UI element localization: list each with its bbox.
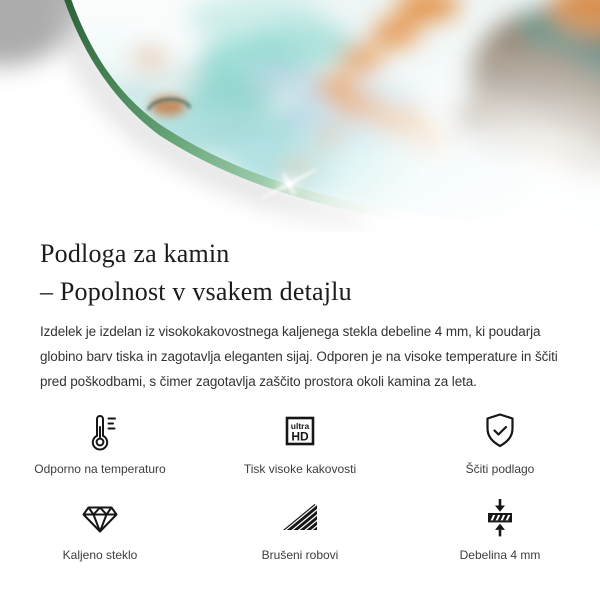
product-description: Izdelek je izdelan iz visokokakovostnega kaljenega stekla debeline 4 mm, ki poudarja globino barv tiska in zagotavlja eleganten sijaj. Odporen je na visoke temperature in ščiti pred poškodbami, s čimer zagotavlja zaščito prostora okoli kamina za leta. xyxy=(40,324,558,389)
feature-item-tempered-glass xyxy=(0,494,200,562)
page-title-line1: Podloga za kamin xyxy=(40,239,230,268)
feature-label: Kaljeno steklo xyxy=(62,548,138,562)
feature-label: Ščiti podlago xyxy=(465,462,535,476)
hero-section xyxy=(0,0,600,232)
feature-label: Odporno na temperaturo xyxy=(34,462,166,476)
feature-item-thickness xyxy=(400,494,600,562)
feature-item-print-quality xyxy=(200,408,400,476)
feature-item-polished-edges xyxy=(200,494,400,562)
feature-label: Tisk visoke kakovosti xyxy=(243,462,357,476)
page-title-line2: – Popolnost v vsakem detajlu xyxy=(40,277,352,306)
page-title xyxy=(40,235,564,311)
feature-label: Brušeni robovi xyxy=(261,548,339,562)
ultra-hd-text-top: ultra xyxy=(290,421,310,431)
feature-label: Debelina 4 mm xyxy=(459,548,541,562)
ultra-hd-icon xyxy=(277,408,323,454)
feature-item-temperature xyxy=(0,408,200,476)
product-info-section xyxy=(0,235,600,394)
polished-edges-icon xyxy=(277,494,323,540)
shield-check-icon xyxy=(477,408,523,454)
product-image xyxy=(0,0,600,232)
thickness-icon xyxy=(477,494,523,540)
features-grid xyxy=(0,408,600,562)
ultra-hd-text-bottom: HD xyxy=(291,429,309,444)
feature-item-protection xyxy=(400,408,600,476)
thermometer-icon xyxy=(77,408,123,454)
diamond-icon xyxy=(77,494,123,540)
